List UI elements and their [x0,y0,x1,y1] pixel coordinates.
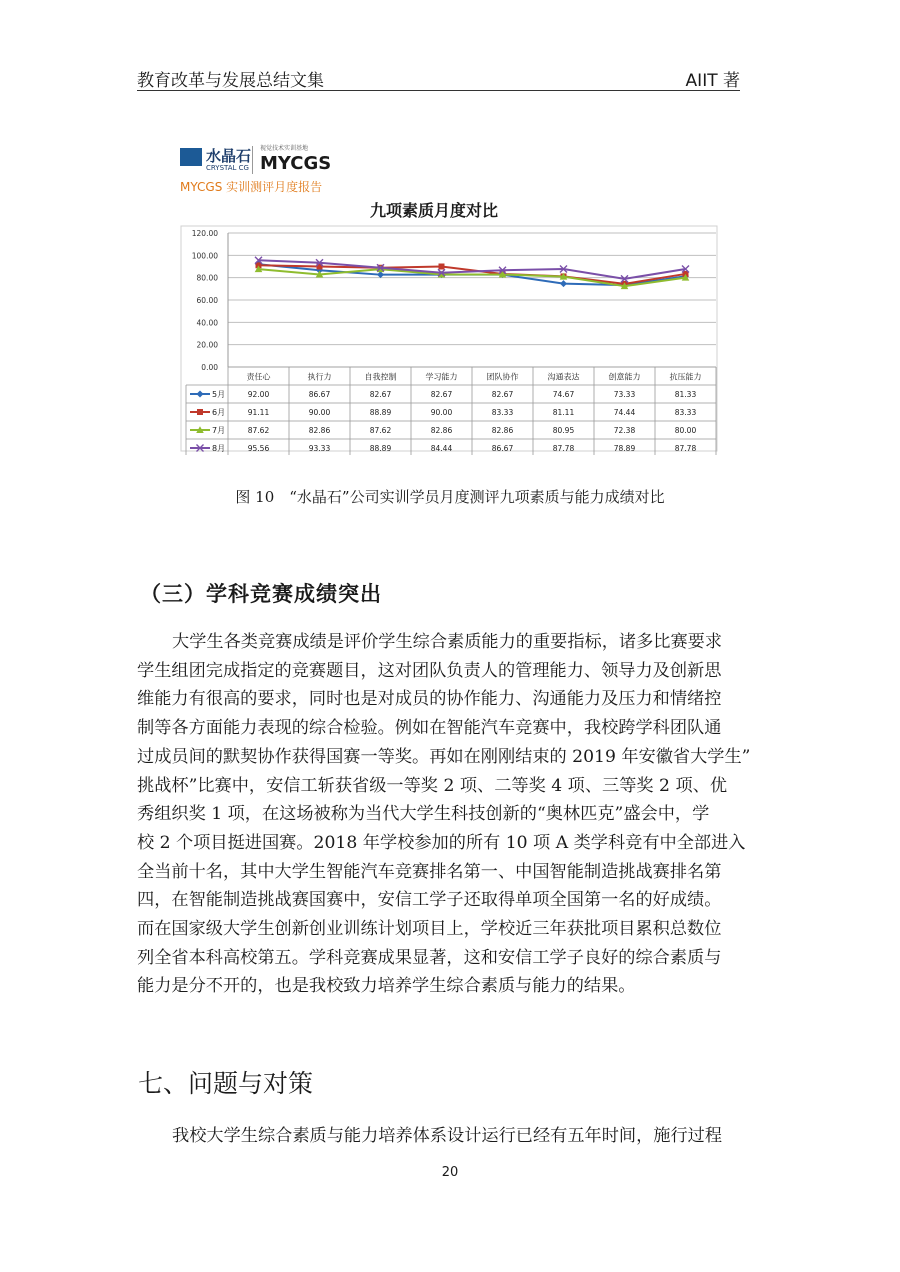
figure-chart [180,140,720,458]
report-title: MYCGS 实训测评月度报告 [180,180,323,194]
legend-marker [197,391,204,398]
data-label: 82.86 [308,426,331,435]
data-label: 82.67 [430,390,453,399]
header-book-title: 教育改革与发展总结文集 [137,71,324,91]
y-tick-label: 120.00 [191,229,218,238]
paragraph-line: 大学生各类竞赛成绩是评价学生综合素质能力的重要指标，诸多比赛要求 [172,632,723,652]
x-category-label: 责任心 [246,372,271,382]
data-label: 80.00 [674,426,697,435]
figure-caption: 图 10 “水晶石”公司实训学员月度测评九项素质与能力成绩对比 [235,488,665,506]
chapter-heading-problems: 七、问题与对策 [138,1069,314,1098]
data-label: 88.89 [369,408,392,417]
x-category-label: 学习能力 [425,372,458,382]
data-label: 87.62 [247,426,270,435]
y-tick-label: 60.00 [196,296,218,305]
logo-brand: MYCGS [260,153,332,174]
data-label: 82.86 [491,426,514,435]
paragraph-line: 列全省本科高校第五。学科竞赛成果显著，这和安信工学子良好的综合素质与 [137,947,722,968]
paragraph-line: 学生组团完成指定的竞赛题目，这对团队负责人的管理能力、领导力及创新思 [137,660,722,681]
data-label: 82.67 [491,390,514,399]
section-paragraph [137,628,755,1001]
data-label: 88.89 [369,444,392,453]
data-label: 83.33 [674,408,697,417]
x-category-label: 抗压能力 [669,372,702,382]
data-label: 73.33 [613,390,636,399]
data-label: 81.33 [674,390,697,399]
data-label: 90.00 [430,408,453,417]
paragraph-line: 维能力有很高的要求，同时也是对成员的协作能力、沟通能力及压力和情绪控 [137,689,722,710]
data-label: 81.11 [552,408,575,417]
y-tick-label: 20.00 [196,340,218,350]
data-label: 72.38 [613,426,636,435]
x-category-label: 沟通表达 [547,372,580,382]
x-category-label: 创意能力 [608,372,641,382]
paragraph-line: 校 2 个项目挺进国赛。2018 年学校参加的所有 10 项 A 类学科竞有中全部进入 [137,832,746,853]
paragraph-line: 全当前十名，其中大学生智能汽车竞赛排名第一、中国智能制造挑战赛排名第 [137,861,722,882]
paragraph-line: 我校大学生综合素质与能力培养体系设计运行已经有五年时间，施行过程 [172,1126,723,1146]
paragraph-line: 而在国家级大学生创新创业训练计划项目上，学校近三年获批项目累积总数位 [137,919,722,940]
paragraph-line: 过成员间的默契协作获得国赛一等奖。再如在刚刚结束的 2019 年安徽省大学生” [137,746,751,767]
paragraph-line: 四，在智能制造挑战赛国赛中，安信工学子还取得单项全国第一名的好成绩。 [137,890,722,911]
data-label: 82.67 [369,390,392,399]
line-chart [180,225,720,455]
data-label: 74.44 [613,408,636,417]
page-number: 20 [441,1165,459,1180]
data-label: 78.89 [613,444,636,453]
paragraph-line: 秀组织奖 1 项，在这场被称为当代大学生科技创新的“奥林匹克”盛会中，学 [137,804,710,825]
legend-label: 6月 [212,408,226,417]
data-label: 74.67 [552,390,575,399]
data-label: 82.86 [430,426,453,435]
page-header [137,62,740,91]
data-point [377,271,384,278]
y-tick-label: 0.00 [201,363,218,372]
section-heading-competitions: （三）学科竞赛成绩突出 [140,582,382,606]
data-label: 86.67 [491,444,514,453]
crystal-logo-icon [180,148,202,166]
data-label: 84.44 [430,444,453,453]
paragraph-line: 制等各方面能力表现的综合检验。例如在智能汽车竞赛中，我校跨学科团队通 [137,718,722,739]
data-label: 90.00 [308,408,331,417]
data-label: 95.56 [247,444,270,453]
y-tick-label: 40.00 [196,318,218,328]
legend-label: 7月 [212,426,226,435]
x-category-label: 自我控制 [364,372,397,382]
chapter-paragraph [137,1122,755,1151]
logo-subtitle: 视觉技术实训基地 [260,145,309,152]
company-logo [180,140,380,180]
legend-marker [197,409,203,415]
header-author: AIIT 著 [685,71,740,91]
x-category-label: 团队协作 [486,372,519,382]
paragraph-line: 挑战杯”比赛中，安信工斩获省级一等奖 2 项、二等奖 4 项、三等奖 2 项、优 [137,775,728,796]
y-tick-label: 100.00 [191,251,218,261]
data-label: 91.11 [247,408,270,417]
paragraph-line: 能力是分不开的，也是我校致力培养学生综合素质与能力的结果。 [137,976,636,997]
data-point [439,264,445,270]
legend-label: 5月 [212,390,226,399]
data-label: 87.78 [674,444,697,453]
data-label: 80.95 [552,426,575,435]
data-label: 87.78 [552,444,575,453]
data-label: 87.62 [369,426,392,435]
x-category-label: 执行力 [307,372,332,382]
logo-en-name: CRYSTAL CG [206,164,249,172]
legend-label: 8月 [212,444,226,453]
data-label: 92.00 [247,390,270,399]
logo-divider [252,146,253,174]
chart-title: 九项素质月度对比 [370,201,499,220]
y-tick-label: 80.00 [196,273,218,283]
data-label: 86.67 [308,390,331,399]
data-label: 93.33 [308,444,331,453]
logo-cn-name: 水晶石 [206,147,252,165]
data-point [560,280,567,287]
data-label: 83.33 [491,408,514,417]
